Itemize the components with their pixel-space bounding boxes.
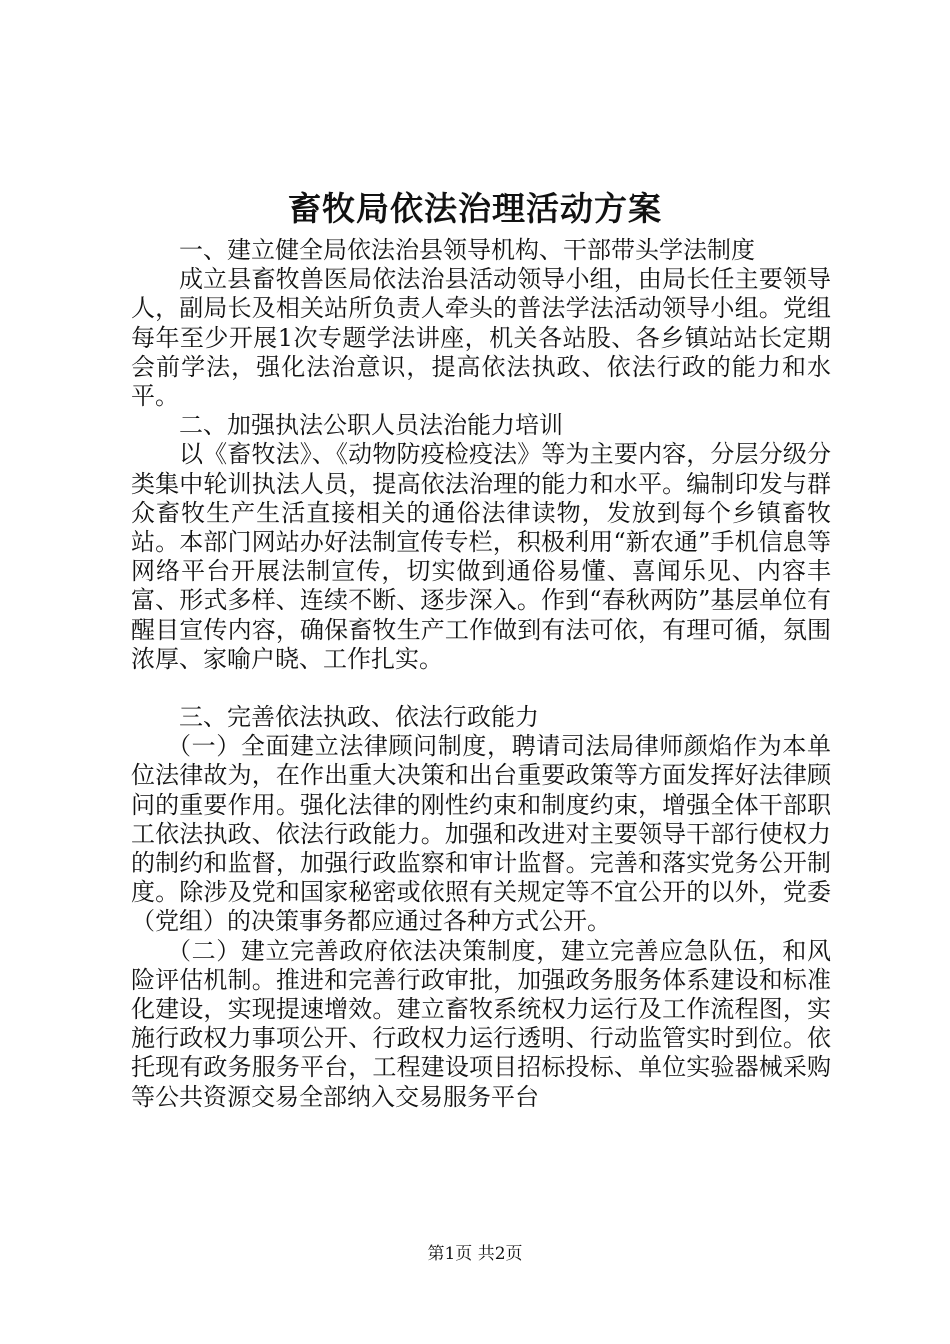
paragraph-gap: [131, 674, 831, 703]
section-3-paragraph-1: （一）全面建立法律顾问制度，聘请司法局律师颜焰作为本单位法律故为，在作出重大决策和出台重要政策等方面发挥好法律顾问的重要作用。强化法律的刚性约束和制度约束，增强全体干部职工依法执政、依法行政能力。加强和改进对主要领导干部行使权力的制约和监督，加强行政监察和审计监督。完善和落实党务公开制度。除涉及党和国家秘密或依照有关规定等不宜公开的以外，党委（党组）的决策事务都应通过各种方式公开。: [131, 732, 831, 936]
document-title: 畜牧局依法治理活动方案: [288, 189, 662, 228]
section-1-heading: 一、建立健全局依法治县领导机构、干部带头学法制度: [179, 236, 755, 264]
section-3-heading: 三、完善依法执政、依法行政能力: [179, 703, 539, 732]
section-1-paragraph: 成立县畜牧兽医局依法治县活动领导小组，由局长任主要领导人，副局长及相关站所负责人牵头的普法学法活动领导小组。党组每年至少开展1次专题学法讲座，机关各站股、各乡镇站站长定期会前学法，强化法治意识，提高依法执政、依法行政的能力和水平。: [131, 265, 831, 411]
section-3-paragraph-2: （二）建立完善政府依法决策制度，建立完善应急队伍，和风险评估机制。推进和完善行政审批，加强政务服务体系建设和标准化建设，实现提速增效。建立畜牧系统权力运行及工作流程图，实施行政权力事项公开、行政权力运行透明、行动监管实时到位。依托现有政务服务平台，工程建设项目招标投标、单位实验器械采购等公共资源交易全部纳入交易服务平台: [131, 936, 831, 1111]
page-footer: 第1页 共2页: [427, 1244, 523, 1264]
section-2-heading: 二、加强执法公职人员法治能力培训: [179, 411, 563, 440]
section-2-paragraph: 以《畜牧法》、《动物防疫检疫法》等为主要内容，分层分级分类集中轮训执法人员，提高依法治理的能力和水平。编制印发与群众畜牧生产生活直接相关的通俗法律读物，发放到每个乡镇畜牧站。本部门网站办好法制宣传专栏，积极利用“新农通”手机信息等网络平台开展法制宣传，切实做到通俗易懂、喜闻乐见、内容丰富、形式多样、连续不断、逐步深入。作到“春秋两防”基层单位有醒目宣传内容，确保畜牧生产工作做到有法可依，有理可循，氛围浓厚、家喻户晓、工作扎实。: [131, 440, 831, 673]
document-body: [131, 236, 831, 1112]
